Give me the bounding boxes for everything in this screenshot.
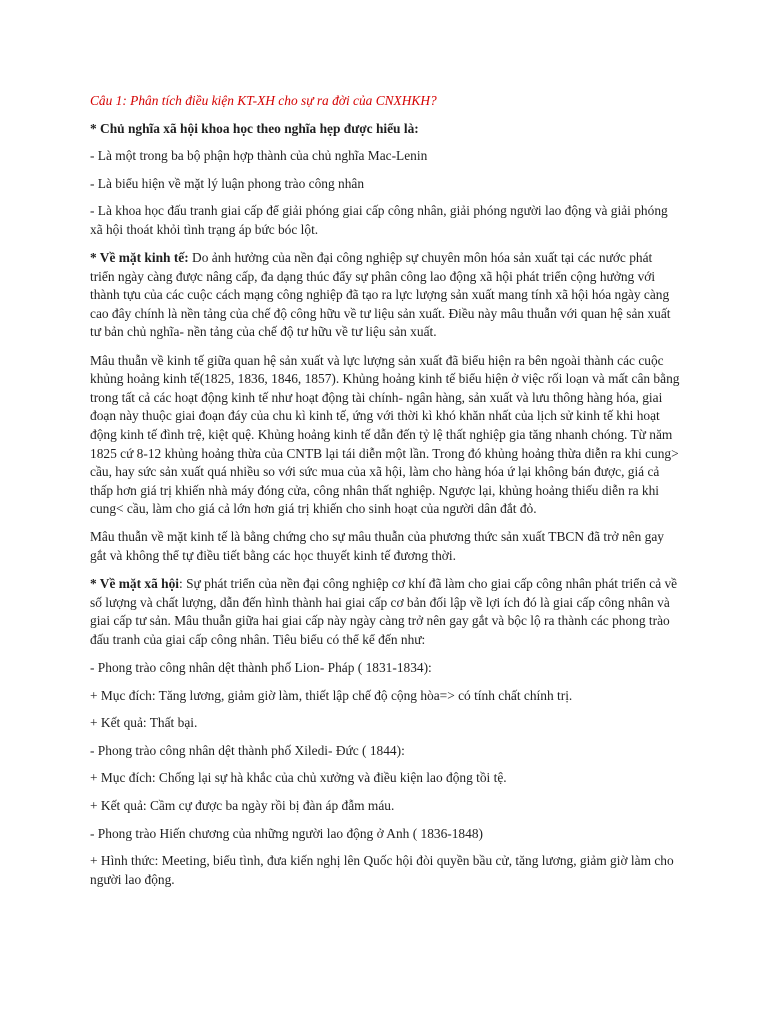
section-heading: * Chủ nghĩa xã hội khoa học theo nghĩa hẹp được hiểu là: bbox=[90, 120, 419, 136]
movement-silesia-goal: + Mục đích: Chống lại sự hà khắc của chủ xưởng và điều kiện lao động tồi tệ. bbox=[90, 770, 507, 786]
social-paragraph bbox=[90, 575, 680, 649]
economic-text: Do ảnh hưởng của nền đại công nghiệp sự chuyên môn hóa sản xuất tại các nước phát triển ngày càng được nâng cấp, đa dạng thúc đẩy sự phân công lao động xã hội phát triển cộng hưởng với thành tựu của các cuộc cách mạng công nghiệp đã tạo ra lực lượng sản xuất mang tính xã hội hóa ngày càng cao đây chính là nền tảng của chế độ công hữu về tư liệu sản xuất. Điều này mâu thuẫn với quan hệ sản xuất tư bản chủ nghĩa- nền tảng của chế độ tư hữu về tư liệu sản xuất. bbox=[90, 250, 671, 340]
movement-silesia: - Phong trào công nhân dệt thành phố Xiledi- Đức ( 1844): bbox=[90, 742, 405, 758]
movement-lyon: - Phong trào công nhân dệt thành phố Lion- Pháp ( 1831-1834): bbox=[90, 659, 432, 675]
movement-chartism: - Phong trào Hiến chương của những người lao động ở Anh ( 1836-1848) bbox=[90, 825, 483, 841]
economic-label: * Về mặt kinh tế: bbox=[90, 250, 189, 266]
definition-item-2: - Là biểu hiện về mặt lý luận phong trào công nhân bbox=[90, 175, 365, 191]
economic-paragraph bbox=[90, 249, 680, 342]
movement-silesia-result: + Kết quả: Cầm cự được ba ngày rồi bị đàn áp đẫm máu. bbox=[90, 797, 395, 813]
definition-item-1: - Là một trong ba bộ phận hợp thành của chủ nghĩa Mac-Lenin bbox=[90, 148, 428, 164]
movement-lyon-result: + Kết quả: Thất bại. bbox=[90, 715, 198, 731]
document-body bbox=[90, 92, 680, 898]
economic-paragraph-2: Mâu thuẫn về kinh tế giữa quan hệ sản xuất và lực lượng sản xuất đã biểu hiện ra bên ngoài thành các cuộc khủng hoảng kinh tế(1825, 1836, 1846, 1857). Khủng hoảng kinh tế biểu hiện ở việc rối loạn và mất cân bằng trong tất cả các hoạt động kinh tế như hoạt động tài chính- ngân hàng, sản xuất và lưu thông hàng hóa, giai đoạn này thuộc giai đoạn đáy của chu kì kinh tế, ứng với thời kì khó khăn nhất của lịch sử kinh tế khi hoạt động kinh tế đình trệ, kiệt quệ. Khủng hoảng kinh tế dẫn đến tỷ lệ thất nghiệp gia tăng nhanh chóng. Từ năm 1825 cứ 8-12 khủng hoảng thừa của CNTB lại tái diễn một lần. Trong đó khủng hoảng thừa diễn ra khi cung> cầu, hay sức sản xuất quá nhiều so với sức mua của xã hội, làm cho hàng hóa ứ lại không bán được, giá cả thấp hơn giá trị khiến nhà máy đóng cửa, công nhân thất nghiệp. Ngược lại, khủng hoảng thiếu diễn ra khi cung< cầu, làm cho giá cả lớn hơn giá trị khiến cho sinh hoạt của người dân đắt đỏ. bbox=[90, 352, 680, 517]
definition-item-3: - Là khoa học đấu tranh giai cấp để giải phóng giai cấp công nhân, giải phóng người lao động và giải phóng xã hội thoát khỏi tình trạng áp bức bóc lột. bbox=[90, 203, 668, 237]
economic-paragraph-3: Mâu thuẫn về mặt kinh tế là bằng chứng cho sự mâu thuẫn của phương thức sản xuất TBCN đã trở nên gay gắt và không thể tự điều tiết bằng các học thuyết kinh tế đương thời. bbox=[90, 529, 664, 563]
movement-chartism-form: + Hình thức: Meeting, biểu tình, đưa kiến nghị lên Quốc hội đòi quyền bầu cử, tăng lương, giảm giờ làm cho người lao động. bbox=[90, 853, 674, 887]
movement-lyon-goal: + Mục đích: Tăng lương, giảm giờ làm, thiết lập chế độ cộng hòa=> có tính chất chính trị. bbox=[90, 687, 573, 703]
social-label: * Về mặt xã hội bbox=[90, 576, 180, 592]
social-text: : Sự phát triển của nền đại công nghiệp cơ khí đã làm cho giai cấp công nhân phát triển cả về số lượng và chất lượng, dẫn đến hình thành hai giai cấp cơ bản đối lập về lợi ích đó là giai cấp công nhân và giai cấp tư sản. Mâu thuẫn giữa hai giai cấp này ngày càng trở nên gay gắt và bộc lộ ra thành các phong trào đấu tranh của giai cấp công nhân. Tiêu biểu có thể kể đến như: bbox=[90, 576, 678, 647]
question-title: Câu 1: Phân tích điều kiện KT-XH cho sự ra đời của CNXHKH? bbox=[90, 93, 437, 108]
